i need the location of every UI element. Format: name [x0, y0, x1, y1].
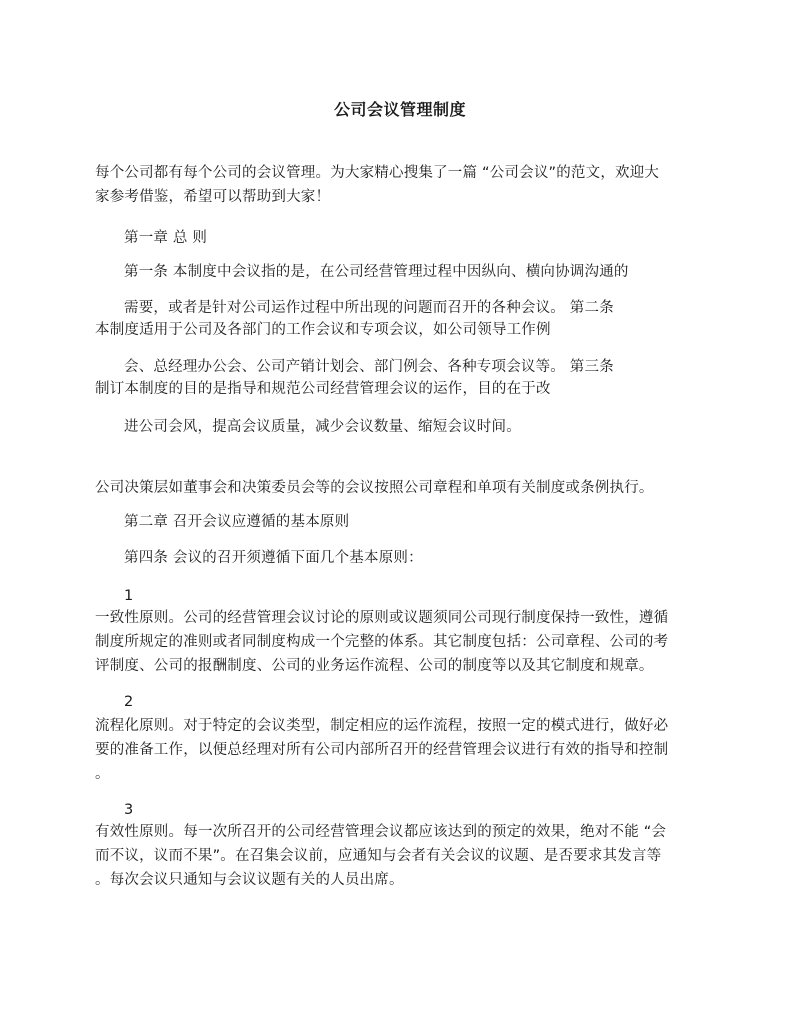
intro-line-2: 家参考借鉴，希望可以帮助到大家！	[95, 189, 331, 205]
principle-number-3: 3	[124, 802, 134, 818]
principle-3-line-1: 有效性原则。每一次所召开的公司经营管理会议都应该达到的预定的效果，绝对不能 “会	[95, 824, 667, 840]
principle-number-1: 1	[124, 588, 134, 604]
article-1-line-2: 需要，或者是针对公司运作过程中所出现的问题而召开的各种会议。 第二条	[124, 300, 614, 316]
article-4-line: 第四条 会议的召开须遵循下面几个基本原则：	[124, 550, 423, 566]
article-3-line-1: 制订本制度的目的是指导和规范公司经营管理会议的运作，目的在于改	[95, 381, 551, 397]
chapter-1-heading: 第一章 总 则	[124, 230, 208, 246]
decision-paragraph: 公司决策层如董事会和决策委员会等的会议按照公司章程和单项有关制度或条例执行。	[95, 480, 654, 496]
article-2-line-2: 会、总经理办公会、公司产销计划会、部门例会、各种专项会议等。 第三条	[124, 359, 614, 375]
principle-3-line-2: 而不议，议而不果”。在召集会议前，应通知与会者有关会议的议题、是否要求其发言等	[95, 848, 662, 864]
principle-number-2: 2	[124, 694, 134, 710]
principle-1-line-3: 评制度、公司的报酬制度、公司的业务运作流程、公司的制度等以及其它制度和规章。	[95, 658, 654, 674]
principle-2-line-1: 流程化原则。对于特定的会议类型，制定相应的运作流程，按照一定的模式进行，做好必	[95, 718, 669, 734]
intro-line-1: 每个公司都有每个公司的会议管理。为大家精心搜集了一篇 “公司会议”的范文，欢迎大	[95, 165, 660, 181]
principle-1-line-2: 制度所规定的准则或者同制度构成一个完整的体系。其它制度包括：公司章程、公司的考	[95, 634, 669, 650]
principle-2-line-3: 。	[95, 766, 110, 782]
article-3-line-2: 进公司会风，提高会议质量，减少会议数量、缩短会议时间。	[124, 419, 521, 435]
article-2-line-1: 本制度适用于公司及各部门的工作会议和专项会议，如公司领导工作例	[95, 322, 551, 338]
principle-2-line-2: 要的准备工作，以便总经理对所有公司内部所召开的经营管理会议进行有效的指导和控制	[95, 742, 669, 758]
principle-1-line-1: 一致性原则。公司的经营管理会议讨论的原则或议题须同公司现行制度保持一致性，遵循	[95, 610, 669, 626]
article-1-line-1: 第一条 本制度中会议指的是，在公司经营管理过程中因纵向、横向协调沟通的	[124, 264, 629, 280]
document-title: 公司会议管理制度	[333, 100, 466, 119]
chapter-2-heading: 第二章 召开会议应遵循的基本原则	[124, 514, 350, 530]
principle-3-line-3: 。每次会议只通知与会议议题有关的人员出席。	[95, 872, 404, 888]
